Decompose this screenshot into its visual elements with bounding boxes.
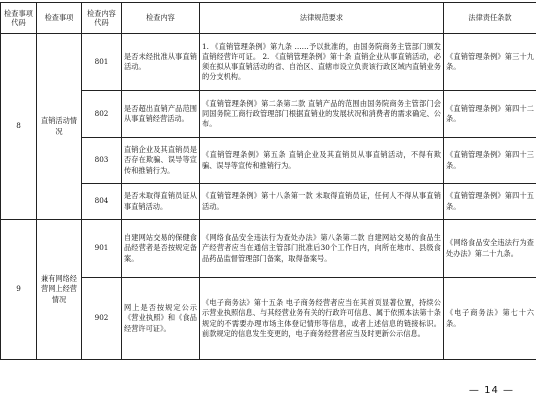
row-liability: 《网络食品安全违法行为查处办法》第二十九条。 bbox=[444, 220, 536, 278]
table-row bbox=[1, 138, 536, 184]
row-law: 《直销管理条例》第十八条第一款 未取得直销员证，任何人不得从事直销活动。 bbox=[200, 184, 444, 220]
group-item: 直销活动情况 bbox=[37, 34, 82, 220]
header-item-code: 检查事项代码 bbox=[1, 3, 37, 34]
row-code: 902 bbox=[82, 278, 122, 360]
row-content: 网上是否按规定公示《营业执照》和《食品经营许可证》。 bbox=[122, 278, 200, 360]
table-row bbox=[1, 34, 536, 91]
row-code: 801 bbox=[82, 34, 122, 91]
row-code: 804 bbox=[82, 184, 122, 220]
row-content: 是否未经批准从事直销活动。 bbox=[122, 34, 200, 91]
table-header-row bbox=[1, 3, 536, 34]
header-content: 检查内容 bbox=[122, 3, 200, 34]
group-code: 8 bbox=[1, 34, 37, 220]
row-content: 自建网站交易的保健食品经营者是否按规定备案。 bbox=[122, 220, 200, 278]
row-liability: 《直销管理条例》第四十三条。 bbox=[444, 138, 536, 184]
inspection-table bbox=[0, 2, 536, 360]
row-law: 《电子商务法》第十五条 电子商务经营者应当在其首页显著位置，持续公示营业执照信息、与其经营业务有关的行政许可信息、属于依照本法第十条规定的不需要办理市场主体登记情形等信息，或者上述信息的链接标识。 前款规定的信息发生变更的，电子商务经营者应当及时更新公示信息。 bbox=[200, 278, 444, 360]
row-law: 《网络食品安全违法行为查处办法》第八条第二款 自建网站交易的食品生产经营者应当在通信主管部门批准后30个工作日内，向所在地市、县级食品药品监督管理部门备案，取得备案号。 bbox=[200, 220, 444, 278]
row-content: 是否超出直销产品范围从事直销经营活动。 bbox=[122, 91, 200, 138]
row-law: 1. 《直销管理条例》第九条 ……予以批准的，由国务院商务主管部门颁发直销经营许可证。 2. 《直销管理条例》第十条 直销企业从事直销活动，必须在拟从事直销活动的省、自治区、直辖市设立负责该行政区域内直销业务的分支机构。 bbox=[200, 34, 444, 91]
row-code: 802 bbox=[82, 91, 122, 138]
row-liability: 《直销管理条例》第四十二条。 bbox=[444, 91, 536, 138]
row-law: 《直销管理条例》第二条第二款 直销产品的范围由国务院商务主管部门会同国务院工商行政管理部门根据直销业的发展状况和消费者的需求确定、公布。 bbox=[200, 91, 444, 138]
row-liability: 《电子商务法》第七十六条。 bbox=[444, 278, 536, 360]
group-item: 兼有网络经营网上经营情况 bbox=[37, 220, 82, 360]
table-row bbox=[1, 278, 536, 360]
group-code: 9 bbox=[1, 220, 37, 360]
header-content-code: 检查内容代码 bbox=[82, 3, 122, 34]
row-content: 是否未取得直销员证从事直销活动。 bbox=[122, 184, 200, 220]
row-code: 803 bbox=[82, 138, 122, 184]
row-law: 《直销管理条例》第五条 直销企业及其直销员从事直销活动，不得有欺骗、误导等宣传和推销行为。 bbox=[200, 138, 444, 184]
header-item: 检查事项 bbox=[37, 3, 82, 34]
row-liability: 《直销管理条例》第三十九条。 bbox=[444, 34, 536, 91]
row-content: 直销企业及其直销员是否存在欺骗、误导等宣传和推销行为。 bbox=[122, 138, 200, 184]
row-liability: 《直销管理条例》第四十五条。 bbox=[444, 184, 536, 220]
row-code: 901 bbox=[82, 220, 122, 278]
page-number: — 14 — bbox=[468, 385, 514, 396]
table-row bbox=[1, 184, 536, 220]
table-row bbox=[1, 91, 536, 138]
header-law: 法律规范要求 bbox=[200, 3, 444, 34]
table-row bbox=[1, 220, 536, 278]
header-liability: 法律责任条款 bbox=[444, 3, 536, 34]
